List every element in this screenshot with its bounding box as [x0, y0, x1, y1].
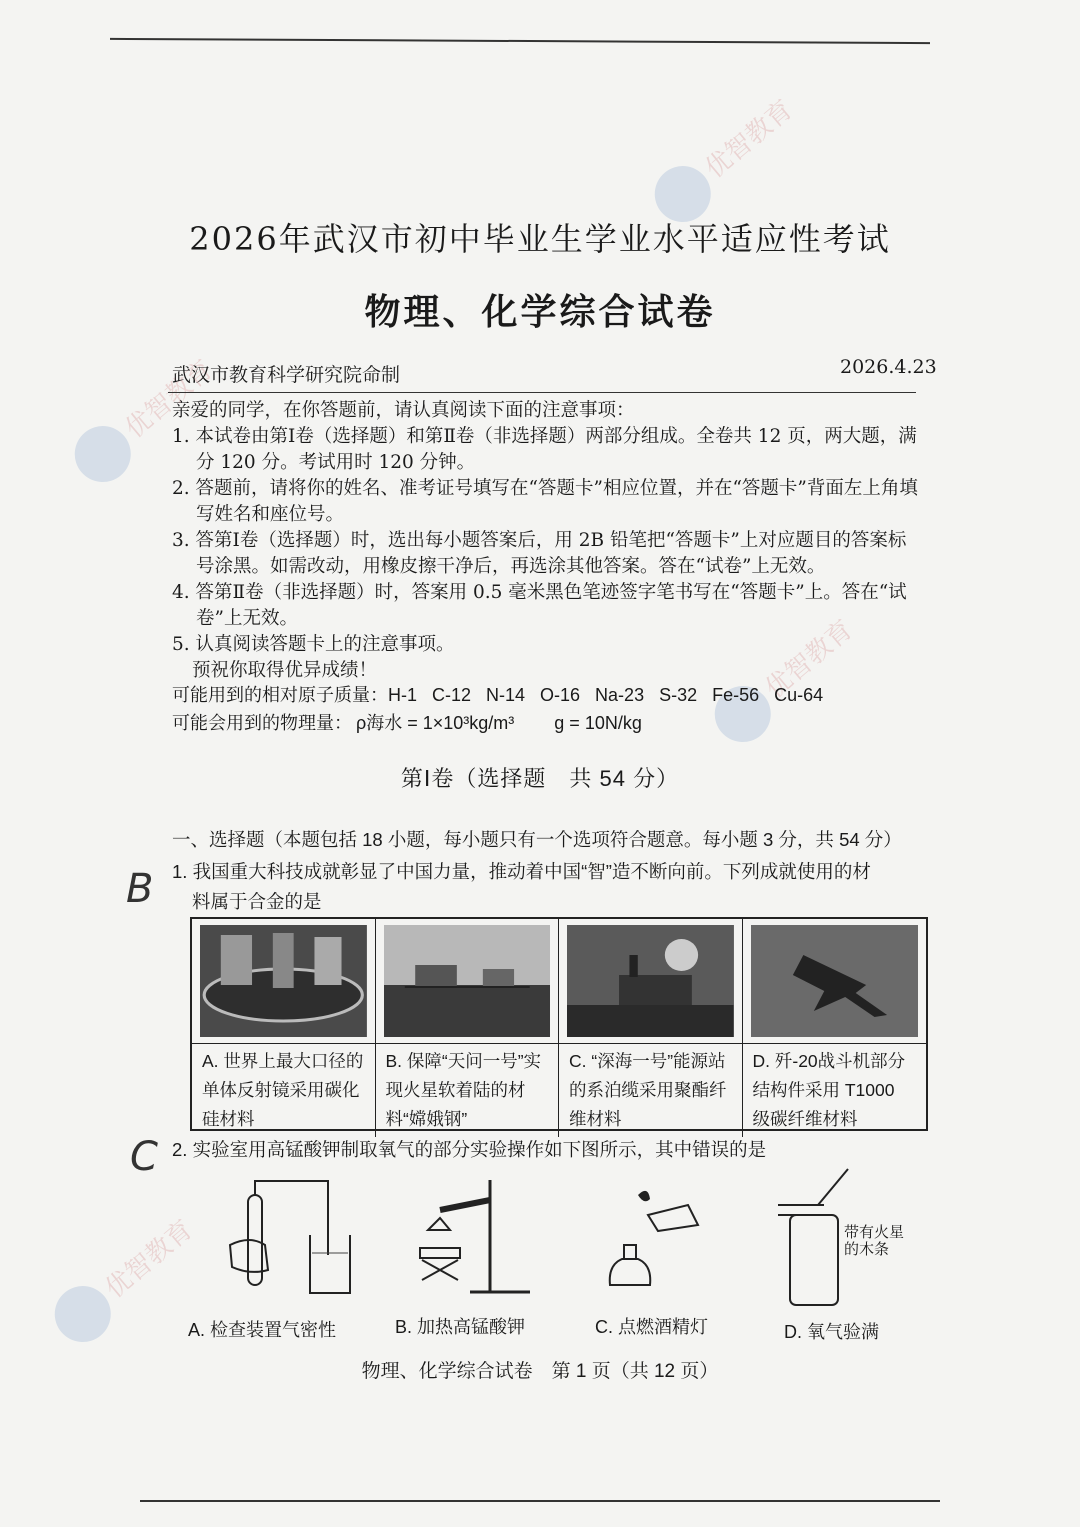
q1-option-b: [376, 919, 560, 1137]
svg-text:优智教育: 优智教育: [699, 94, 799, 185]
offshore-platform-photo: [567, 925, 734, 1037]
figure-d-label: D. 氧气验满: [784, 1322, 880, 1342]
header-divider: [168, 392, 916, 393]
q1-option-a-text: A. 世界上最大口径的单体反射镜采用碳化硅材料: [192, 1043, 375, 1137]
gravity-constant: g = 10N/kg: [554, 713, 642, 733]
exam-issuer: 武汉市教育科学研究院命制: [172, 364, 401, 386]
note-item: 5. 认真阅读答题卡上的注意事项。: [172, 634, 455, 655]
exam-subtitle: 物理、化学综合试卷: [364, 291, 716, 333]
figure-heating-setup: [410, 1170, 540, 1304]
svg-text:优智教育: 优智教育: [99, 1214, 199, 1305]
svg-text:优智教育: 优智教育: [119, 354, 219, 445]
handwritten-answer-q1: B: [126, 866, 154, 912]
seawater-density: ρ海水 = 1×10³kg/m³: [356, 713, 515, 733]
q1-option-d-text: D. 歼-20战斗机部分结构件采用 T1000 级碳纤维材料: [743, 1043, 927, 1137]
burning-stick-label: 带有火星的木条: [844, 1224, 905, 1258]
exam-notes: [172, 398, 922, 684]
physical-constants: [172, 709, 682, 735]
figure-oxygen-check: [770, 1165, 850, 1314]
figure-a-label: A. 检查装置气密性: [188, 1320, 337, 1340]
q1-option-b-text: B. 保障“天问一号”实现火星软着陆的材料“嫦娥钢”: [376, 1043, 559, 1137]
q1-stem: 1. 我国重大科技成就彰显了中国力量，推动着中国“智”造不断向前。下列成就使用的材: [172, 861, 871, 882]
note-item: 4. 答第Ⅱ卷（非选择题）时，答案用 0.5 毫米黑色笔迹签字笔书写在“答题卡”上。答在“试卷”上无效。: [172, 582, 907, 629]
note-item: 1. 本试卷由第Ⅰ卷（选择题）和第Ⅱ卷（非选择题）两部分组成。全卷共 12 页，两大题，满分 120 分。考试用时 120 分钟。: [172, 426, 917, 473]
q2-stem: 2. 实验室用高锰酸钾制取氧气的部分实验操作如下图所示，其中错误的是: [172, 1139, 767, 1160]
notes-wish: 预祝你取得优异成绩！: [192, 660, 378, 681]
q1-stem-cont: 料属于合金的是: [192, 891, 322, 912]
note-item: 2. 答题前，请将你的姓名、准考证号填写在“答题卡”相应位置，并在“答题卡”背面左上角填写姓名和座位号。: [172, 478, 918, 525]
figure-alcohol-lamp: [598, 1185, 708, 1299]
atomic-masses: 可能用到的相对原子质量：H-1 C-12 N-14 O-16 Na-23 S-32 Fe-56 Cu-64: [172, 685, 824, 705]
figure-airtightness-check: [210, 1175, 370, 1309]
fighter-jet-photo: [751, 925, 919, 1037]
question-1: [172, 857, 928, 917]
figure-b-label: B. 加热高锰酸钾: [395, 1317, 526, 1337]
exam-date: 2026.4.23: [840, 356, 937, 378]
q1-options-table: [190, 917, 928, 1131]
top-rule: [110, 38, 930, 44]
section-title: 第Ⅰ卷（选择题 共 54 分）: [400, 766, 680, 791]
mars-lander-photo: [384, 925, 551, 1037]
exam-title: 2026年武汉市初中毕业生学业水平适应性考试: [189, 220, 891, 258]
notes-intro: 亲爱的同学，在你答题前，请认真阅读下面的注意事项：: [172, 400, 635, 421]
svg-text:优智教育: 优智教育: [759, 614, 859, 705]
bottom-rule: [140, 1500, 940, 1502]
part-instruction: 一、选择题（本题包括 18 小题，每小题只有一个选项符合题意。每小题 3 分，共 54 分）: [172, 829, 902, 850]
handwritten-answer-q2: C: [130, 1134, 158, 1180]
q1-option-a: [192, 919, 376, 1137]
q1-option-c: [559, 919, 743, 1137]
page-footer: 物理、化学综合试卷 第 1 页（共 12 页）: [361, 1361, 719, 1382]
note-item: 3. 答第Ⅰ卷（选择题）时，选出每小题答案后，用 2B 铅笔把“答题卡”上对应题目的答案标号涂黑。如需改动，用橡皮擦干净后，再选涂其他答案。答在“试卷”上无效。: [172, 530, 907, 577]
mirror-photo: [200, 925, 367, 1037]
q1-option-d: [743, 919, 927, 1137]
physics-label: 可能会用到的物理量：: [172, 713, 352, 733]
figure-c-label: C. 点燃酒精灯: [595, 1317, 709, 1337]
q1-option-c-text: C. “深海一号”能源站的系泊缆采用聚酯纤维材料: [559, 1043, 742, 1137]
